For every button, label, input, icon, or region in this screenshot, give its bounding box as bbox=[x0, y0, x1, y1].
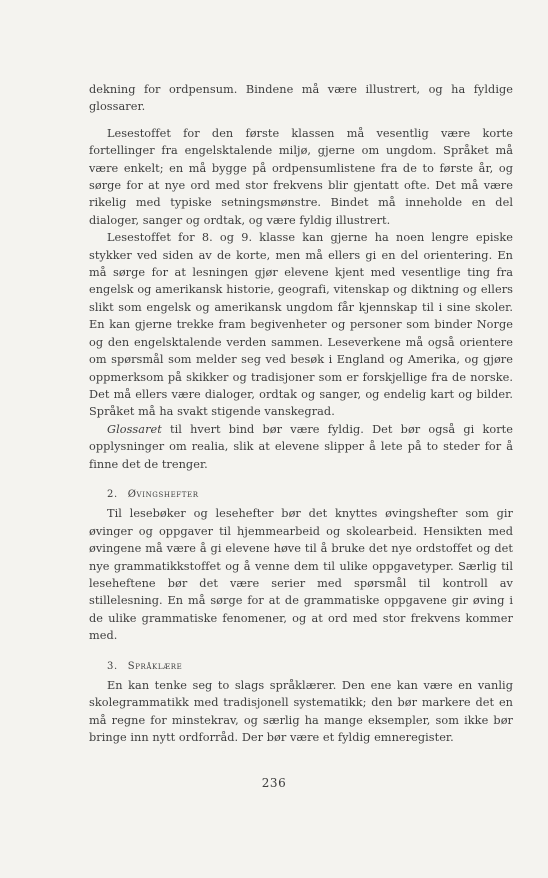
section-number: 3. bbox=[107, 660, 118, 672]
section-heading-spraklaere bbox=[107, 658, 513, 675]
paragraph-first-class-reading: Lesestoffet for den første klassen må vesentlig være korte fortellinger fra engelsktalende miljø, gjerne om ungdom. Språket må være enkelt; en må bygge på ordpensumlistene fra de to første år, og sørge for at nye ord med stor frekvens blir gjentatt ofte. Det må være rikelig med typiske setningsmønstre. Bindet må inneholde en del dialoger, sanger og ordtak, og være fyldig illustrert. bbox=[89, 126, 513, 227]
section-title: Språklære bbox=[127, 660, 183, 672]
glossary-term: Glossaret bbox=[107, 422, 162, 436]
paragraph-glossary bbox=[89, 421, 513, 473]
section-heading-ovingshefter bbox=[107, 486, 513, 503]
paragraph-ovingshefter: Til lesebøker og lesehefter bør det knyttes øvingshefter som gir øvinger og oppgaver til hjemmearbeid og skolearbeid. Hensikten med øvingene må være å gi elevene høve til å bruke det nye ordstoffet og det nye grammatikkstoffet og å venne dem til ulike oppgavetyper. Særlig til leseheftene bør det være serier med spørsmål til kontroll av stillelesning. En må sørge for at de grammatiske oppgavene gir øving i de ulike grammatiske fenomener, og at ord med stor frekvens kommer med. bbox=[89, 507, 513, 643]
paragraph-8-9-class-reading: Lesestoffet for 8. og 9. klasse kan gjerne ha noen lengre episke stykker ved siden av de korte, men må ellers gi en del orientering. En må sørge for at lesningen gjør elevene kjent med vesentlige ting fra engelsk og amerikansk historie, geografi, vitenskap og diktning og ellers slikt som engelsk og amerikansk ungdom får kjennskap til i sine skoler. En kan gjerne trekke fram begivenheter og personer som binder Norge og den engelsktalende verden sammen. Leseverkene må også orientere om spørsmål som melder seg ved besøk i England og Amerika, og gjøre oppmerksom på skikker og tradisjoner som er forskjellige fra de norske. Det må ellers være dialoger, ordtak og sanger, og endelig kart og bilder. Språket må ha svakt stigende vanskegrad. bbox=[89, 231, 513, 419]
glossary-text: til hvert bind bør være fyldig. Det bør også gi korte opplysninger om realia, slik at elevene slipper å lete på to steder for å finne det de trenger. bbox=[89, 422, 513, 471]
page-number: 236 bbox=[261, 776, 287, 790]
section-number: 2. bbox=[107, 488, 118, 500]
paragraph-continuation: dekning for ordpensum. Bindene må være illustrert, og ha fyldige glossarer. bbox=[89, 83, 513, 114]
body-text bbox=[89, 81, 513, 747]
paragraph-spraklaere: En kan tenke seg to slags språklærer. Den ene kan være en vanlig skolegrammatikk med tradisjonell systematikk; den bør markere det en må regne for minstekrav, og særlig ha mange eksempler, som ikke bør bringe inn nytt ordforråd. Der bør være et fyldig emneregister. bbox=[89, 679, 513, 745]
section-title: Øvingshefter bbox=[127, 488, 199, 500]
